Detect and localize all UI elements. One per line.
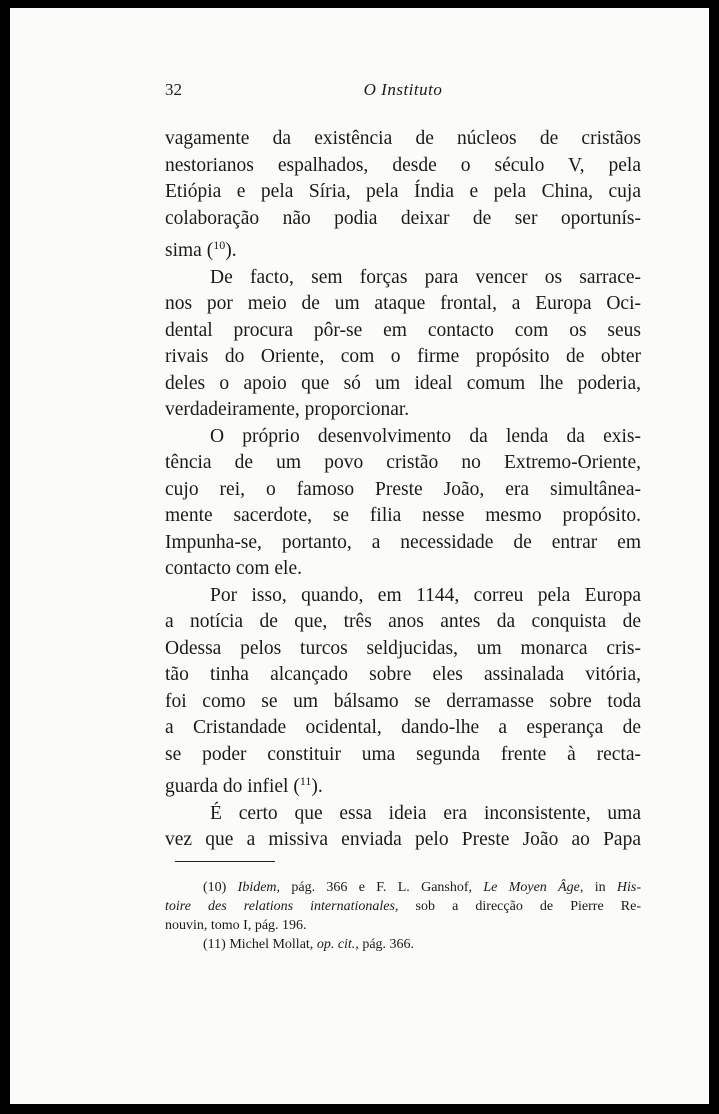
footnote-divider — [175, 861, 275, 862]
text-line: cujo rei, o famoso Preste João, era simultânea- — [165, 478, 641, 500]
text-line: nestorianos espalhados, desde o século V, pela — [165, 154, 641, 176]
footnote-text: toire des relations internationales, — [165, 899, 399, 914]
text-fragment: ). — [225, 240, 237, 261]
footnote-ref-11: 11 — [299, 774, 312, 788]
footnote-ref-10: 10 — [213, 238, 226, 252]
paragraph-2 — [165, 265, 641, 424]
text-fragment: ). — [311, 776, 323, 797]
text-line: verdadeiramente, proporcionar. — [165, 399, 410, 420]
text-line: vagamente da existência de núcleos de cristãos — [165, 128, 641, 149]
text-line: a notícia de que, três anos antes da conquista de — [165, 611, 641, 632]
footnote-text: op. cit., — [316, 937, 359, 952]
text-fragment: sima — [165, 240, 202, 261]
text-line: Por isso, quando, em 1144, correu pela Europa — [210, 584, 641, 606]
text-line: se poder constituir uma segunda frente à recta- — [165, 743, 641, 765]
footnote-text: pág. 366. — [362, 937, 415, 952]
text-line: sima ($^{10}$). — [165, 238, 237, 261]
footnote-marker: (10) — [203, 880, 227, 895]
text-line: a Cristandade ocidental, dando-lhe a esperança de — [165, 717, 641, 738]
footnote-text: Ibidem, — [237, 880, 281, 895]
paragraph-5 — [165, 801, 641, 854]
page-number: 32 — [165, 80, 182, 99]
text-fragment: guarda do infiel — [165, 776, 289, 797]
text-line: Etiópia e pela Síria, pela Índia e pela China, cuja — [165, 181, 641, 202]
paragraph-4 — [165, 583, 641, 801]
text-line: dental procura pôr-se em contacto com os seus — [165, 319, 641, 341]
footnote-text: Michel Mollat, — [229, 937, 314, 952]
footnote-line: nouvin, tomo I, pág. 196. — [165, 918, 307, 933]
text-line: deles o apoio que só um ideal comum lhe poderia, — [165, 372, 641, 394]
text-line: Impunha-se, portanto, a necessidade de entrar em — [165, 531, 641, 553]
footnotes — [165, 878, 641, 954]
text-line: De facto, sem forças para vencer os sarrace- — [210, 266, 641, 288]
footnote-11 — [165, 935, 641, 954]
text-line: tão tinha alcançado sobre eles assinalada vitória, — [165, 664, 641, 685]
text-line: vez que a missiva enviada pelo Preste João ao Papa — [165, 829, 641, 850]
text-line: rivais do Oriente, com o firme propósito de obter — [165, 346, 641, 367]
footnote-text: pág. 366 e F. L. Ganshof, — [291, 880, 473, 895]
footnote-line — [165, 897, 641, 916]
text-line: colaboração não podia deixar de ser oportunís- — [165, 207, 641, 229]
text-line: nos por meio de um ataque frontal, a Europa Oci- — [165, 293, 641, 314]
text-line: contacto com ele. — [165, 558, 302, 579]
text-line: guarda do infiel ($^{11}$). — [165, 774, 323, 797]
text-line: É certo que essa ideia era inconsistente, uma — [210, 802, 641, 824]
footnote-10 — [165, 878, 641, 897]
footnote-text: in — [594, 880, 606, 895]
main-text — [165, 126, 641, 854]
footnote-text: sob a direcção de Pierre Re- — [415, 899, 641, 914]
footnote-marker: (11) — [203, 937, 226, 952]
running-title: O Instituto — [363, 80, 443, 99]
paragraph-1 — [165, 126, 641, 265]
paragraph-3 — [165, 424, 641, 583]
page-header — [165, 80, 641, 108]
footnote-text: Le Moyen Âge, — [483, 880, 584, 895]
text-line: foi como se um bálsamo se derramasse sobre toda — [165, 690, 641, 712]
text-line: O próprio desenvolvimento da lenda da exis- — [210, 425, 641, 447]
footnote-text: His- — [616, 880, 642, 895]
text-line: Odessa pelos turcos seldjucidas, um monarca cris- — [165, 637, 641, 659]
text-line: tência de um povo cristão no Extremo-Oriente, — [165, 452, 641, 473]
text-line: mente sacerdote, se filia nesse mesmo propósito. — [165, 505, 641, 526]
